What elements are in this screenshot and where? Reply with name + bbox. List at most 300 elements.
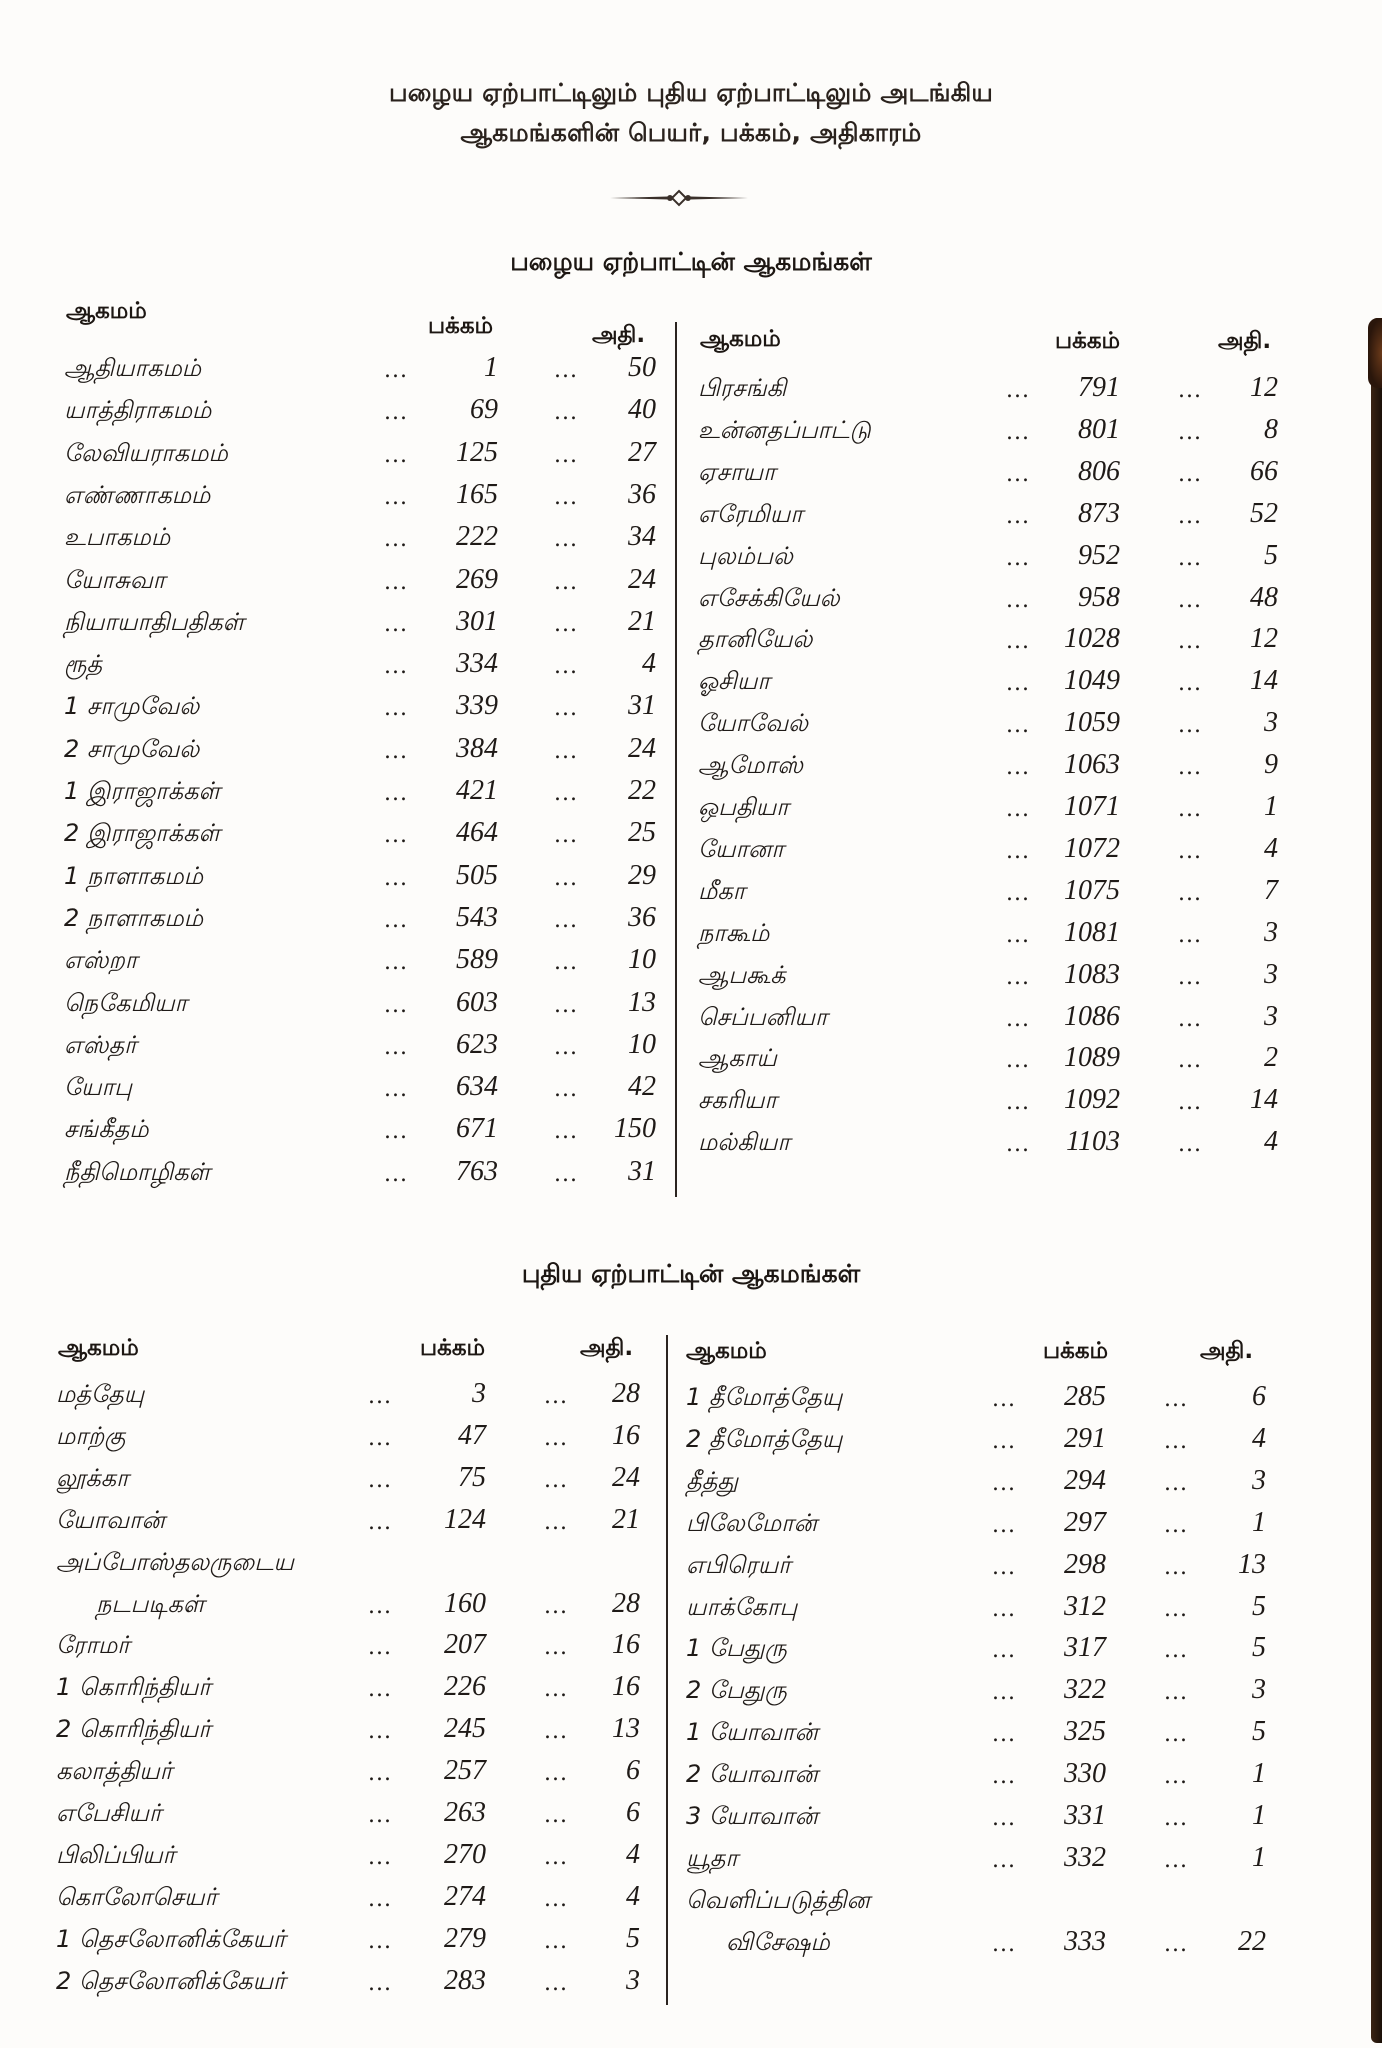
table-row <box>64 437 704 477</box>
leader-dots: ... <box>544 1509 568 1535</box>
chapter-count: 2 <box>1264 1042 1278 1074</box>
leader-dots: ... <box>1006 587 1030 613</box>
book-name: 1 யோவான் <box>686 1718 818 1747</box>
table-row <box>64 902 704 942</box>
leader-dots: ... <box>554 738 578 764</box>
table-row <box>64 860 704 900</box>
page-number: 245 <box>444 1713 486 1745</box>
chapter-count: 3 <box>1264 1000 1278 1032</box>
table-row <box>686 1842 1326 1882</box>
chapter-count: 3 <box>1252 1674 1266 1706</box>
leader-dots: ... <box>992 1638 1016 1664</box>
leader-dots: ... <box>1178 545 1202 571</box>
leader-dots: ... <box>544 1425 568 1451</box>
page-number: 384 <box>456 732 498 764</box>
page-number: 1092 <box>1064 1084 1120 1116</box>
book-name: 3 யோவான் <box>686 1802 818 1830</box>
book-name: 2 இராஜாக்கள் <box>64 819 221 848</box>
page-number: 69 <box>470 394 498 426</box>
leader-dots: ... <box>992 1847 1016 1873</box>
leader-dots: ... <box>1164 1931 1188 1957</box>
leader-dots: ... <box>554 527 578 553</box>
chapter-count: 1 <box>1252 1758 1266 1790</box>
table-row <box>698 1042 1338 1082</box>
leader-dots: ... <box>992 1722 1016 1748</box>
book-name: 1 தீமோத்தேயு <box>686 1383 843 1411</box>
leader-dots: ... <box>554 950 578 976</box>
book-name: யோவான் <box>56 1505 165 1534</box>
book-name: தானியேல் <box>698 625 813 654</box>
book-name: நீதிமொழிகள் <box>64 1157 211 1186</box>
page-number: 1083 <box>1064 958 1120 990</box>
book-name: மல்கியா <box>698 1128 791 1157</box>
page-number: 3 <box>472 1378 486 1409</box>
book-name: ரோமர் <box>56 1631 130 1660</box>
chapter-count: 6 <box>626 1797 640 1828</box>
table-row <box>698 833 1338 873</box>
book-name: நெகேமியா <box>64 988 188 1017</box>
chapter-count: 24 <box>628 732 656 764</box>
leader-dots: ... <box>554 442 578 468</box>
leader-dots: ... <box>1164 1554 1188 1580</box>
book-name: புலம்பல் <box>698 541 793 570</box>
leader-dots: ... <box>1006 1132 1030 1158</box>
page-number: 623 <box>456 1028 498 1060</box>
leader-dots: ... <box>1164 1722 1188 1748</box>
leader-dots: ... <box>1006 1048 1030 1074</box>
table-row <box>64 775 704 815</box>
chapter-count: 22 <box>1238 1925 1266 1957</box>
leader-dots: ... <box>1006 461 1030 487</box>
leader-dots: ... <box>1178 461 1202 487</box>
leader-dots: ... <box>1178 629 1202 655</box>
leader-dots: ... <box>384 527 408 553</box>
leader-dots: ... <box>992 1806 1016 1831</box>
table-row <box>686 1674 1326 1714</box>
chapter-count: 66 <box>1250 455 1278 487</box>
book-name: 1 இராஜாக்கள் <box>64 777 221 805</box>
leader-dots: ... <box>368 1928 392 1954</box>
page-number: 279 <box>444 1922 486 1954</box>
leader-dots: ... <box>368 1677 392 1703</box>
leader-dots: ... <box>1006 419 1030 445</box>
chapter-count: 9 <box>1264 749 1278 781</box>
book-name: லூக்கா <box>56 1463 129 1492</box>
book-name: நியாயாதிபதிகள் <box>64 607 245 636</box>
table-row <box>56 1881 696 1921</box>
book-name: செப்பனியா <box>698 1002 828 1031</box>
page-number: 603 <box>456 986 498 1018</box>
ot-right-header-page: பக்கம் <box>1055 328 1121 354</box>
table-row <box>686 1381 1326 1421</box>
table-row <box>56 1671 696 1711</box>
table-row <box>56 1755 696 1795</box>
page-number: 958 <box>1078 581 1120 613</box>
leader-dots: ... <box>1178 587 1202 613</box>
book-name: 2 தெசலோனிக்கேயர் <box>56 1966 286 1995</box>
leader-dots: ... <box>384 1161 408 1187</box>
book-name: 2 யோவான் <box>686 1760 818 1789</box>
chapter-count: 10 <box>628 1028 656 1060</box>
chapter-count: 27 <box>628 436 656 468</box>
book-name: யோசுவா <box>64 565 166 594</box>
book-name: வெளிப்படுத்தின <box>686 1885 870 1914</box>
leader-dots: ... <box>384 654 408 680</box>
leader-dots: ... <box>384 865 408 891</box>
leader-dots: ... <box>368 1509 392 1535</box>
leader-dots: ... <box>554 569 578 595</box>
table-row <box>56 1420 696 1460</box>
page-number: 322 <box>1064 1674 1106 1706</box>
leader-dots: ... <box>554 358 578 383</box>
nt-right-header-book: ஆகமம் <box>686 1338 767 1364</box>
leader-dots: ... <box>1178 880 1202 906</box>
leader-dots: ... <box>544 1970 568 1996</box>
leader-dots: ... <box>1164 1638 1188 1664</box>
chapter-count: 24 <box>628 563 656 595</box>
leader-dots: ... <box>384 442 408 468</box>
table-row <box>698 498 1338 538</box>
leader-dots: ... <box>1006 797 1030 822</box>
leader-dots: ... <box>384 358 408 383</box>
page-number: 124 <box>444 1503 486 1535</box>
leader-dots: ... <box>1178 1006 1202 1032</box>
page-number: 332 <box>1064 1841 1106 1873</box>
ot-right-header-chapters: அதி. <box>1218 328 1272 354</box>
leader-dots: ... <box>554 823 578 849</box>
page-number: 330 <box>1064 1758 1106 1790</box>
leader-dots: ... <box>368 1425 392 1451</box>
table-row <box>64 1113 704 1153</box>
page-number: 671 <box>456 1113 498 1145</box>
book-name: தீத்து <box>686 1466 739 1495</box>
leader-dots: ... <box>1178 922 1202 948</box>
leader-dots: ... <box>544 1928 568 1954</box>
page-number: 763 <box>456 1155 498 1187</box>
table-row <box>56 1713 696 1753</box>
book-name: மாற்கு <box>56 1421 126 1450</box>
leader-dots: ... <box>384 400 408 426</box>
chapter-count: 13 <box>1238 1548 1266 1580</box>
book-name: ரூத் <box>64 650 103 679</box>
table-row <box>64 479 704 519</box>
leader-dots: ... <box>1164 1847 1188 1873</box>
table-row <box>698 959 1338 999</box>
leader-dots: ... <box>384 1034 408 1060</box>
chapter-count: 4 <box>1264 832 1278 864</box>
book-name: 2 தீமோத்தேயு <box>686 1424 843 1453</box>
page-number: 283 <box>444 1964 486 1996</box>
table-row <box>64 521 704 561</box>
page-number: 301 <box>456 605 498 637</box>
leader-dots: ... <box>992 1428 1016 1454</box>
leader-dots: ... <box>368 1844 392 1870</box>
ornament-divider-icon <box>608 188 750 208</box>
leader-dots: ... <box>1178 419 1202 445</box>
chapter-count: 3 <box>1252 1464 1266 1496</box>
page-number: 1071 <box>1064 791 1120 822</box>
book-name: சகரியா <box>698 1086 778 1115</box>
page-number: 75 <box>458 1461 486 1493</box>
page-number: 952 <box>1078 539 1120 571</box>
table-row <box>64 394 704 434</box>
book-name: 1 நாளாகமம் <box>64 861 204 890</box>
page-number: 1059 <box>1064 707 1120 739</box>
book-name: எரேமியா <box>698 499 803 528</box>
leader-dots: ... <box>1006 922 1030 948</box>
table-row <box>56 1504 696 1544</box>
page-number: 1086 <box>1064 1000 1120 1032</box>
book-name: எண்ணாகமம் <box>64 480 211 509</box>
book-name: மீகா <box>698 876 746 905</box>
chapter-count: 21 <box>612 1503 640 1535</box>
leader-dots: ... <box>368 1719 392 1745</box>
leader-dots: ... <box>992 1931 1016 1957</box>
table-row <box>686 1465 1326 1505</box>
leader-dots: ... <box>368 1761 392 1787</box>
chapter-count: 16 <box>612 1671 640 1703</box>
book-name: 2 பேதுரு <box>686 1676 787 1705</box>
page-edge-shadow <box>1371 318 1382 2043</box>
new-testament-heading: புதிய ஏற்பாட்டின் ஆகமங்கள் <box>521 1259 861 1288</box>
chapter-count: 4 <box>626 1880 640 1912</box>
leader-dots: ... <box>1178 964 1202 990</box>
book-name: யூதா <box>686 1843 738 1872</box>
leader-dots: ... <box>554 696 578 722</box>
leader-dots: ... <box>384 950 408 976</box>
leader-dots: ... <box>554 992 578 1018</box>
leader-dots: ... <box>554 865 578 891</box>
leader-dots: ... <box>1006 713 1030 739</box>
chapter-count: 4 <box>1264 1126 1278 1158</box>
book-name: ஆமோஸ் <box>698 751 804 780</box>
chapter-count: 42 <box>628 1071 656 1103</box>
nt-left-header-chapters: அதி. <box>580 1335 634 1361</box>
leader-dots: ... <box>384 1077 408 1103</box>
chapter-count: 3 <box>626 1964 640 1996</box>
book-name: நடபடிகள் <box>96 1589 205 1618</box>
ot-left-header-page: பக்கம் <box>428 313 494 339</box>
page-number: 1028 <box>1064 623 1120 655</box>
leader-dots: ... <box>544 1467 568 1493</box>
book-name: 1 சாமுவேல் <box>64 692 200 721</box>
page-number: 285 <box>1064 1381 1106 1412</box>
table-row <box>686 1591 1326 1631</box>
table-row <box>686 1632 1326 1672</box>
chapter-count: 1 <box>1252 1841 1266 1873</box>
chapter-count: 22 <box>628 775 656 806</box>
leader-dots: ... <box>554 611 578 637</box>
book-name: கலாத்தியர் <box>56 1757 173 1786</box>
table-row <box>698 414 1338 454</box>
table-row <box>64 690 704 730</box>
book-name: எஸ்றா <box>64 946 138 975</box>
leader-dots: ... <box>1006 671 1030 697</box>
page-number: 317 <box>1064 1632 1106 1664</box>
table-row <box>698 707 1338 747</box>
leader-dots: ... <box>384 738 408 764</box>
leader-dots: ... <box>544 1677 568 1703</box>
leader-dots: ... <box>992 1680 1016 1706</box>
chapter-count: 36 <box>628 478 656 510</box>
book-name: ஆதியாகமம் <box>64 354 202 382</box>
chapter-count: 50 <box>628 352 656 383</box>
chapter-count: 16 <box>612 1629 640 1661</box>
page-number: 1103 <box>1066 1126 1120 1158</box>
leader-dots: ... <box>554 1034 578 1060</box>
page-number: 269 <box>456 563 498 595</box>
table-row <box>698 791 1338 831</box>
chapter-count: 13 <box>628 986 656 1018</box>
table-row <box>56 1378 696 1418</box>
page-title-line2: ஆகமங்களின் பெயர், பக்கம், அதிகாரம் <box>460 118 922 147</box>
leader-dots: ... <box>368 1970 392 1996</box>
table-row <box>64 648 704 688</box>
leader-dots: ... <box>368 1803 392 1828</box>
table-row <box>56 1629 696 1669</box>
leader-dots: ... <box>544 1803 568 1828</box>
book-name: எபேசியர் <box>56 1799 162 1827</box>
table-row <box>698 917 1338 957</box>
leader-dots: ... <box>544 1886 568 1912</box>
chapter-count: 5 <box>1264 539 1278 571</box>
book-name: யோவேல் <box>698 709 809 738</box>
nt-left-header-page: பக்கம் <box>420 1335 486 1361</box>
book-name: பிலிப்பியர் <box>56 1840 176 1869</box>
page-number: 270 <box>444 1838 486 1870</box>
leader-dots: ... <box>1006 755 1030 781</box>
leader-dots: ... <box>1178 1132 1202 1158</box>
book-name: எஸ்தர் <box>64 1030 137 1059</box>
chapter-count: 10 <box>628 944 656 976</box>
leader-dots: ... <box>1178 797 1202 822</box>
chapter-count: 31 <box>628 690 656 722</box>
leader-dots: ... <box>384 484 408 510</box>
book-name: எசேக்கியேல் <box>698 583 840 612</box>
table-row <box>686 1926 1326 1966</box>
table-row <box>64 1029 704 1069</box>
table-row <box>64 1156 704 1196</box>
leader-dots: ... <box>368 1886 392 1912</box>
book-name: யோபு <box>64 1073 133 1102</box>
chapter-count: 13 <box>612 1713 640 1745</box>
book-name: 1 பேதுரு <box>686 1634 787 1663</box>
leader-dots: ... <box>992 1554 1016 1580</box>
leader-dots: ... <box>554 907 578 933</box>
ot-left-header-book: ஆகமம் <box>66 298 147 324</box>
book-name: யாக்கோபு <box>686 1592 798 1621</box>
leader-dots: ... <box>1164 1806 1188 1831</box>
table-row <box>64 987 704 1027</box>
table-row <box>698 372 1338 412</box>
leader-dots: ... <box>1164 1512 1188 1538</box>
page-number: 1081 <box>1064 916 1120 948</box>
leader-dots: ... <box>1006 629 1030 655</box>
table-row <box>56 1588 696 1628</box>
chapter-count: 48 <box>1250 581 1278 613</box>
chapter-count: 1 <box>1252 1506 1266 1538</box>
table-row <box>686 1800 1326 1840</box>
page-number: 543 <box>456 901 498 933</box>
leader-dots: ... <box>554 1161 578 1187</box>
table-row <box>64 817 704 857</box>
chapter-count: 4 <box>642 648 656 680</box>
leader-dots: ... <box>1178 378 1202 403</box>
leader-dots: ... <box>554 1119 578 1145</box>
book-name: ஆகாய் <box>698 1044 777 1073</box>
leader-dots: ... <box>1006 545 1030 571</box>
chapter-count: 12 <box>1250 623 1278 655</box>
leader-dots: ... <box>1164 1764 1188 1790</box>
leader-dots: ... <box>544 1844 568 1870</box>
page-number: 873 <box>1078 497 1120 529</box>
table-row <box>698 749 1338 789</box>
page-number: 334 <box>456 648 498 680</box>
page-number: 125 <box>456 436 498 468</box>
leader-dots: ... <box>554 654 578 680</box>
book-name: 2 நாளாகமம் <box>64 903 204 932</box>
page-number: 634 <box>456 1071 498 1103</box>
leader-dots: ... <box>384 696 408 722</box>
leader-dots: ... <box>1164 1680 1188 1706</box>
page-number: 1072 <box>1064 832 1120 864</box>
book-name: யாத்திராகமம் <box>64 396 212 425</box>
page-number: 1 <box>484 352 498 383</box>
table-row <box>698 1084 1338 1124</box>
table-row <box>686 1423 1326 1463</box>
leader-dots: ... <box>554 400 578 426</box>
book-name: அப்போஸ்தலருடைய <box>56 1547 294 1576</box>
table-row <box>698 582 1338 622</box>
table-row <box>698 665 1338 705</box>
book-name: ஒபதியா <box>698 793 789 821</box>
chapter-count: 4 <box>1252 1422 1266 1454</box>
page-number: 806 <box>1078 455 1120 487</box>
chapter-count: 6 <box>1252 1381 1266 1412</box>
chapter-count: 31 <box>628 1155 656 1187</box>
page-number: 1075 <box>1064 874 1120 906</box>
leader-dots: ... <box>992 1387 1016 1412</box>
chapter-count: 28 <box>612 1587 640 1619</box>
book-name: ஆபகூக் <box>698 960 786 989</box>
chapter-count: 16 <box>612 1419 640 1451</box>
leader-dots: ... <box>1178 1090 1202 1116</box>
table-row <box>56 1546 696 1586</box>
chapter-count: 52 <box>1250 497 1278 529</box>
table-row <box>56 1965 696 2005</box>
chapter-count: 8 <box>1264 413 1278 445</box>
chapter-count: 14 <box>1250 1084 1278 1116</box>
book-name: ஓசியா <box>698 667 771 696</box>
chapter-count: 34 <box>628 521 656 553</box>
table-row <box>64 733 704 773</box>
leader-dots: ... <box>1006 838 1030 864</box>
chapter-count: 1 <box>1252 1800 1266 1831</box>
book-name: விசேஷம் <box>726 1927 830 1956</box>
book-name: உன்னதப்பாட்டு <box>698 415 871 444</box>
table-row <box>698 1126 1338 1166</box>
page-number: 222 <box>456 521 498 553</box>
page-number: 421 <box>456 775 498 806</box>
book-name: ஏசாயா <box>698 457 776 486</box>
leader-dots: ... <box>544 1719 568 1745</box>
book-name: சங்கீதம் <box>64 1115 149 1144</box>
ot-left-header-chapters: அதி. <box>592 322 646 348</box>
book-name: நாகூம் <box>698 918 770 947</box>
chapter-count: 3 <box>1264 707 1278 739</box>
chapter-count: 5 <box>1252 1590 1266 1622</box>
nt-right-header-chapters: அதி. <box>1200 1338 1254 1364</box>
